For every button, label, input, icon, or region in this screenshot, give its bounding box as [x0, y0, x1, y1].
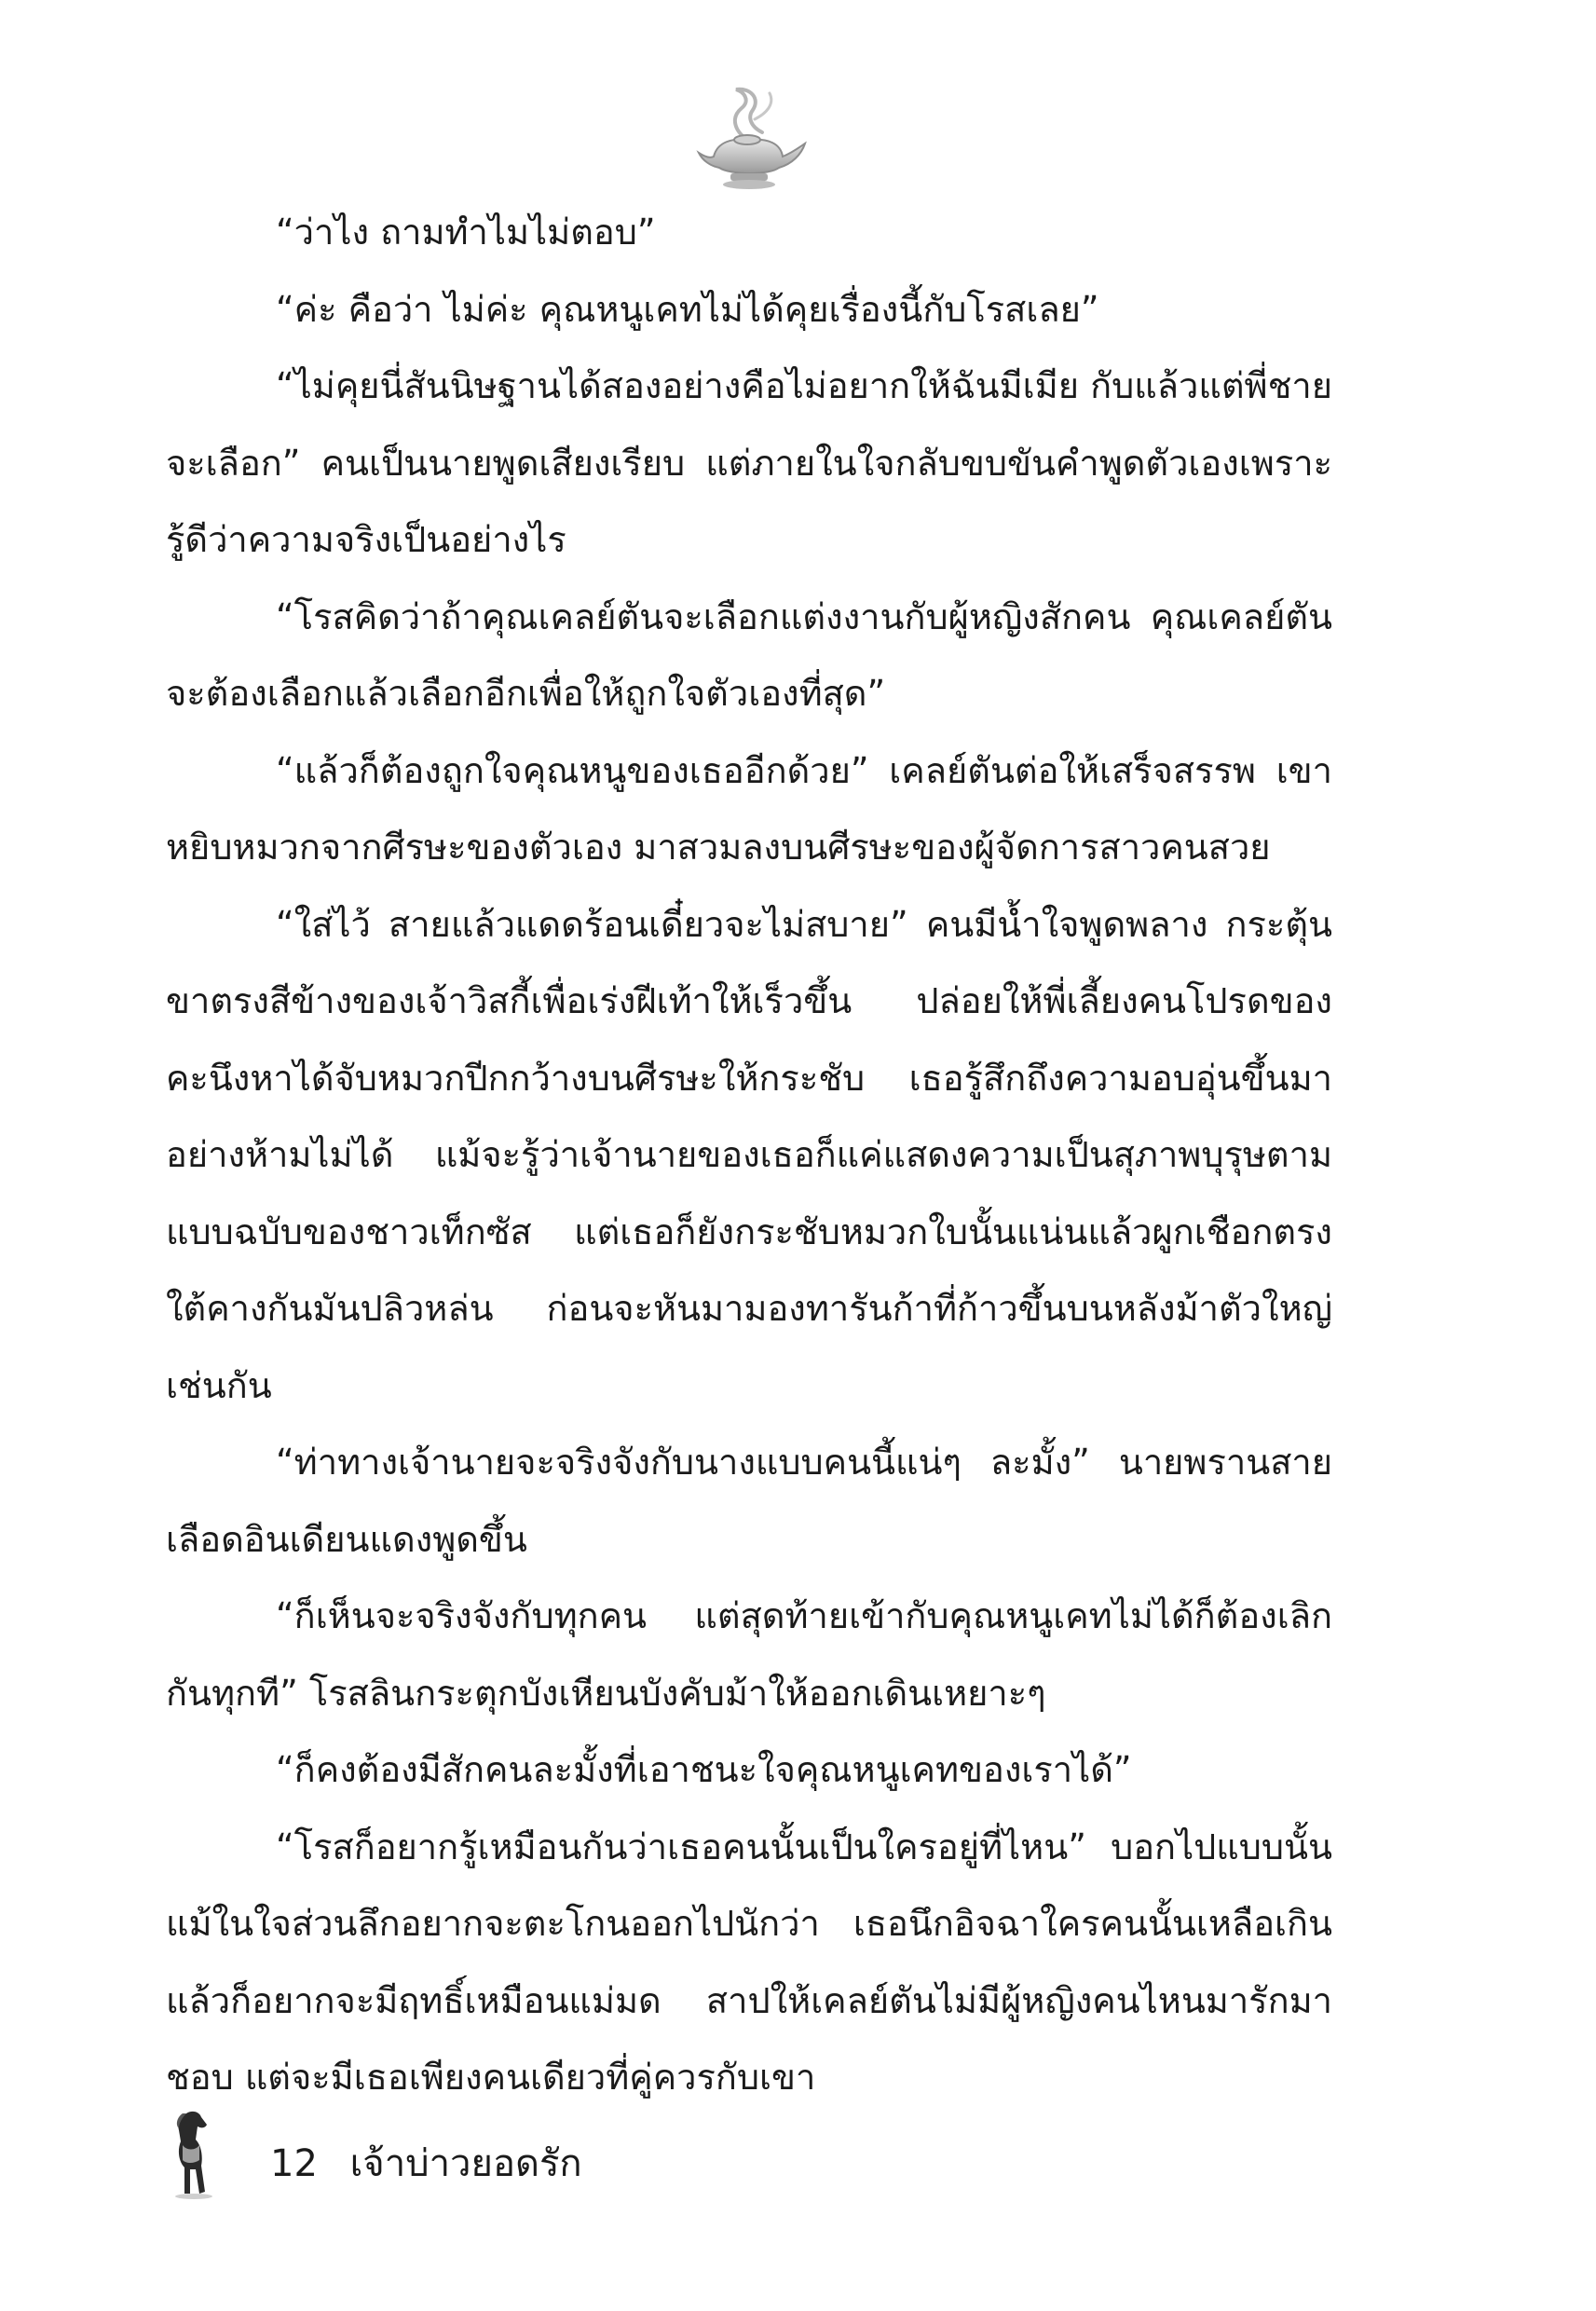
- paragraph: “ว่าไง ถามทำไมไม่ตอบ”: [276, 212, 656, 253]
- paragraph: “ก็เห็นจะจริงจังกับทุกคน แต่สุดท้ายเข้ากับคุณหนูเคทไม่ได้ก็ต้องเลิกกันทุกที” โรสลินกระตุกบังเหียนบังคับม้าให้ออกเดินเหยาะๆ: [166, 1595, 1332, 1714]
- page-number: 12: [270, 2142, 318, 2185]
- paragraph: “ค่ะ คือว่า ไม่ค่ะ คุณหนูเคทไม่ได้คุยเรื่องนี้กับโรสเลย”: [276, 288, 1099, 330]
- genie-lamp-icon: [689, 82, 811, 194]
- page-footer: [158, 2108, 717, 2210]
- horse-icon: [158, 2108, 224, 2201]
- body-text: [166, 194, 1332, 2116]
- paragraph: “ท่าทางเจ้านายจะจริงจังกับนางแบบคนนี้แน่ๆ ละมั้ง” นายพรานสายเลือดอินเดียนแดงพูดขึ้น: [166, 1442, 1332, 1560]
- footer-text: [270, 2141, 603, 2186]
- paragraph: “โรสก็อยากรู้เหมือนกันว่าเธอคนนั้นเป็นใครอยู่ที่ไหน” บอกไปแบบนั้น แม้ในใจส่วนลึกอยากจะตะโกนออกไปนักว่า เธอนึกอิจฉาใครคนนั้นเหลือเกิน แล้วก็อยากจะมีฤทธิ์เหมือนแม่มด สาปให้เคลย์ตันไม่มีผู้หญิงคนไหนมารักมาชอบ แต่จะมีเธอเพียงคนเดียวที่คู่ควรกับเขา: [166, 1826, 1332, 2098]
- paragraph: “ก็คงต้องมีสักคนละมั้งที่เอาชนะใจคุณหนูเคทของเราได้”: [276, 1749, 1132, 1790]
- book-title: เจ้าบ่าวยอดรัก: [349, 2142, 582, 2185]
- paragraph: “แล้วก็ต้องถูกใจคุณหนูของเธออีกด้วย” เคลย์ตันต่อให้เสร็จสรรพ เขาหยิบหมวกจากศีรษะของตัวเอง มาสวมลงบนศีรษะของผู้จัดการสาวคนสวย: [166, 749, 1332, 868]
- paragraph: “ใส่ไว้ สายแล้วแดดร้อนเดี๋ยวจะไม่สบาย” คนมีน้ำใจพูดพลาง กระตุ้นขาตรงสีข้างของเจ้าวิสกี้เพื่อเร่งฝีเท้าให้เร็วขึ้น ปล่อยให้พี่เลี้ยงคนโปรดของคะนึงหาได้จับหมวกปีกกว้างบนศีรษะให้กระชับ เธอรู้สึกถึงความอบอุ่นขึ้นมาอย่างห้ามไม่ได้ แม้จะรู้ว่าเจ้านายของเธอก็แค่แสดงความเป็นสุภาพบุรุษตามแบบฉบับของชาวเท็กซัส แต่เธอก็ยังกระชับหมวกใบนั้นแน่นแล้วผูกเชือกตรงใต้คางกันมันปลิวหล่น ก่อนจะหันมามองทารันก้าที่ก้าวขึ้นบนหลังม้าตัวใหญ่เช่นกัน: [166, 903, 1332, 1406]
- paragraph: “ไม่คุยนี่สันนิษฐานได้สองอย่างคือไม่อยากให้ฉันมีเมีย กับแล้วแต่พี่ชายจะเลือก” คนเป็นนายพูดเสียงเรียบ แต่ภายในใจกลับขบขันคำพูดตัวเองเพราะรู้ดีว่าความจริงเป็นอย่างไร: [166, 365, 1332, 560]
- paragraph: “โรสคิดว่าถ้าคุณเคลย์ตันจะเลือกแต่งงานกับผู้หญิงสักคน คุณเคลย์ตันจะต้องเลือกแล้วเลือกอีกเพื่อให้ถูกใจตัวเองที่สุด”: [166, 595, 1332, 714]
